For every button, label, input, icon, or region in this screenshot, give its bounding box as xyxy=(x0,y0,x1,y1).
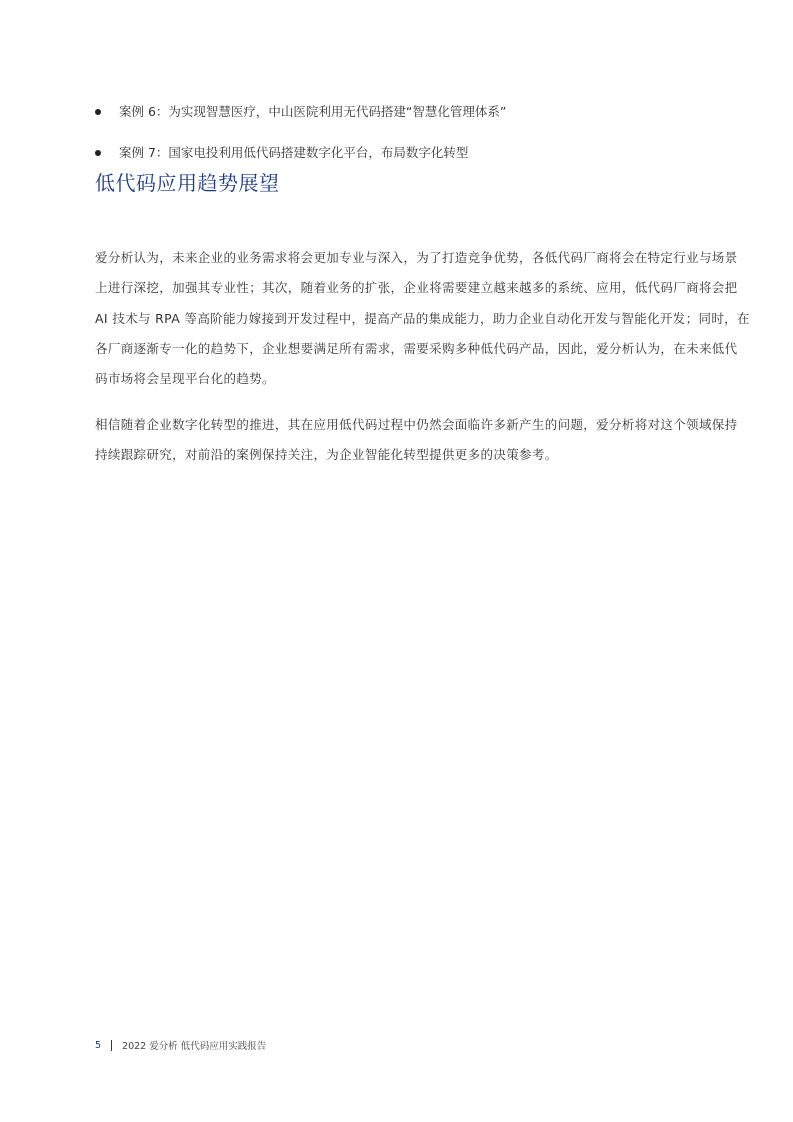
text-line: 码市场将会呈现平台化的趋势。 xyxy=(95,371,275,387)
footer-divider xyxy=(111,1040,112,1051)
text-line: 上进行深挖，加强其专业性；其次，随着业务的扩张，企业将需要建立越来越多的系统、应用，低代码厂商将会把 xyxy=(95,280,738,296)
bullet-text: 案例 7：国家电投利用低代码搭建数字化平台，布局数字化转型 xyxy=(119,145,469,160)
bullet-item xyxy=(95,145,468,161)
footer-title: 2022 爱分析 低代码应用实践报告 xyxy=(122,1041,267,1052)
text-line: 相信随着企业数字化转型的推进，其在应用低代码过程中仍然会面临许多新产生的问题，爱分析将对这个领域保持 xyxy=(95,417,738,432)
paragraph-2 xyxy=(95,417,738,478)
section-heading: 低代码应用趋势展望 xyxy=(95,171,280,195)
paragraph-1 xyxy=(95,250,750,401)
text-line: 爱分析认为，未来企业的业务需求将会更加专业与深入，为了打造竞争优势，各低代码厂商将会在特定行业与场景 xyxy=(95,250,738,265)
text-line: 各厂商逐渐专一化的趋势下，企业想要满足所有需求，需要采购多种低代码产品，因此，爱分析认为，在未来低代 xyxy=(95,340,738,356)
page-number: 5 xyxy=(95,1039,102,1051)
bullet-item xyxy=(95,104,506,120)
bullet-icon xyxy=(95,109,101,115)
text-line: AI 技术与 RPA 等高阶能力嫁接到开发过程中，提高产品的集成能力，助力企业自动化开发与智能化开发；同时，在 xyxy=(95,310,750,326)
bullet-text: 案例 6：为实现智慧医疗，中山医院利用无代码搭建“智慧化管理体系” xyxy=(119,104,507,119)
page-footer xyxy=(95,1038,266,1052)
bullet-icon xyxy=(95,150,101,156)
text-line: 持续跟踪研究，对前沿的案例保持关注，为企业智能化转型提供更多的决策参考。 xyxy=(95,447,558,463)
